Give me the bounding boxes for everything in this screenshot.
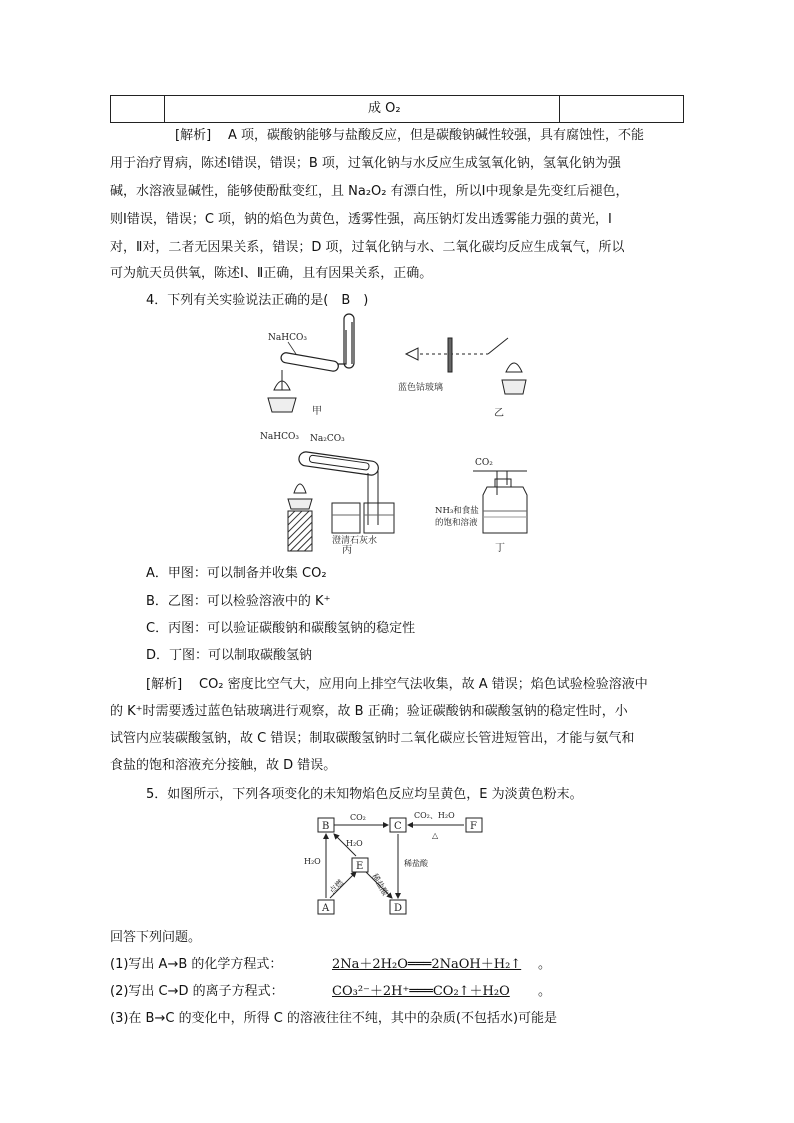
table-cell [559,96,560,122]
fig-bing-caption: 丙 [342,545,352,555]
fig-bing-label-b: Na₂CO₃ [310,434,345,444]
edge-e-d-label: 稀盐酸 [370,872,390,898]
figure-yi [398,330,538,420]
q5-sub1-period: 。 [538,957,552,972]
analysis-line: 食盐的饱和溶液充分接触，故 D 错误。 [110,758,337,773]
q5-sub2-prefix: (2)写出 C→D 的离子方程式： [110,984,284,999]
analysis-line: 对，Ⅱ对，二者无因果关系，错误；D 项，过氧化钠与水、二氧化碳均反应生成氧气，所以 [110,240,625,255]
answer-table-row [110,95,684,123]
figure-bing [260,425,400,555]
option-b: B．乙图：可以检验溶液中的 K⁺ [146,594,331,609]
fig-bing-label-a: NaHCO₃ [260,432,299,442]
q5-prompt: 回答下列问题。 [110,930,202,945]
edge-f-c-label: CO₂、H₂O [414,811,455,820]
reaction-diagram [300,808,500,918]
edge-a-b-label: H₂O [304,857,321,866]
option-a: A．甲图：可以制备并收集 CO₂ [146,566,327,581]
fig-ding-caption: 丁 [495,543,505,554]
table-cell-text: 成 O₂ [368,101,401,116]
q5-sub2-period: 。 [538,984,552,999]
fig-jia-caption: 甲 [312,406,322,417]
q5-sub3: (3)在 B→C 的变化中，所得 C 的溶液往往不纯，其中的杂质(不包括水)可能是 [110,1011,558,1026]
analysis-line: 碱，水溶液显碱性，能够使酚酞变红，且 Na₂O₂ 有漂白性，所以Ⅰ中现象是先变红后褪色， [110,184,629,199]
analysis-line: 用于治疗胃病，陈述Ⅰ错误，错误；B 项，过氧化钠与水反应生成氢氧化钠，氢氧化钠为强 [110,156,621,171]
analysis-line: 则Ⅰ错误，错误；C 项，钠的焰色为黄色，透雾性强，高压钠灯发出透雾能力强的黄光，Ⅰ [110,212,612,227]
figure-ding [435,455,545,555]
fig-ding-sol-line2: 的饱和溶液 [435,518,478,528]
question-4-stem: 4．下列有关实验说法正确的是( B ) [146,293,369,308]
table-cell [111,96,165,122]
node-e-label: E [356,861,364,872]
fig-ding-sol-line1: NH₃和食盐 [435,506,479,516]
edge-f-c-heat: △ [432,831,439,840]
fig-yi-caption: 乙 [494,408,504,419]
figure-jia [260,312,370,418]
node-b-label: B [322,821,330,832]
fig-ding-gas-label: CO₂ [475,458,493,468]
analysis-line: 可为航天员供氧，陈述Ⅰ、Ⅱ正确，且有因果关系，正确。 [110,266,433,281]
q5-sub2-answer: CO₃²⁻＋2H⁺═══CO₂↑＋H₂O [332,984,510,999]
node-f-label: F [470,821,477,832]
option-c: C．丙图：可以验证碳酸钠和碳酸氢钠的稳定性 [146,621,416,636]
fig-jia-reagent-label: NaHCO₃ [268,333,307,343]
edge-e-b-label: H₂O [346,839,363,848]
node-a-label: A [322,903,330,914]
analysis-line: 的 K⁺时需要透过蓝色钴玻璃进行观察，故 B 正确；验证碳酸钠和碳酸氢钠的稳定性时，小 [110,704,628,719]
analysis-tag: [解析] [146,677,183,692]
edge-a-e-label: 点燃 [327,877,346,896]
q5-sub1-prefix: (1)写出 A→B 的化学方程式： [110,957,283,972]
node-c-label: C [394,821,402,832]
analysis-line: A 项，碳酸钠能够与盐酸反应，但是碳酸钠碱性较强，具有腐蚀性，不能 [228,128,645,143]
edge-c-d-label: 稀盐酸 [404,859,428,868]
option-d: D．丁图：可以制取碳酸氢钠 [146,648,313,663]
q5-sub1-answer: 2Na＋2H₂O═══2NaOH＋H₂↑ [332,957,522,972]
fig-yi-glass-label: 蓝色钴玻璃 [398,383,444,393]
analysis-line: 试管内应装碳酸氢钠，故 C 错误；制取碳酸氢钠时二氧化碳应长管进短管出，才能与氨气和 [110,731,635,746]
analysis-tag: [解析] [175,128,212,143]
edge-b-c-label: CO₂ [350,813,366,822]
node-d-label: D [394,903,403,914]
analysis-line: CO₂ 密度比空气大，应用向上排空气法收集，故 A 错误；焰色试验检验溶液中 [199,677,648,692]
fig-bing-water-label: 澄清石灰水 [332,536,378,546]
table-cell [164,96,560,122]
question-5-stem: 5．如图所示，下列各项变化的未知物焰色反应均呈黄色，E 为淡黄色粉末。 [146,787,583,802]
